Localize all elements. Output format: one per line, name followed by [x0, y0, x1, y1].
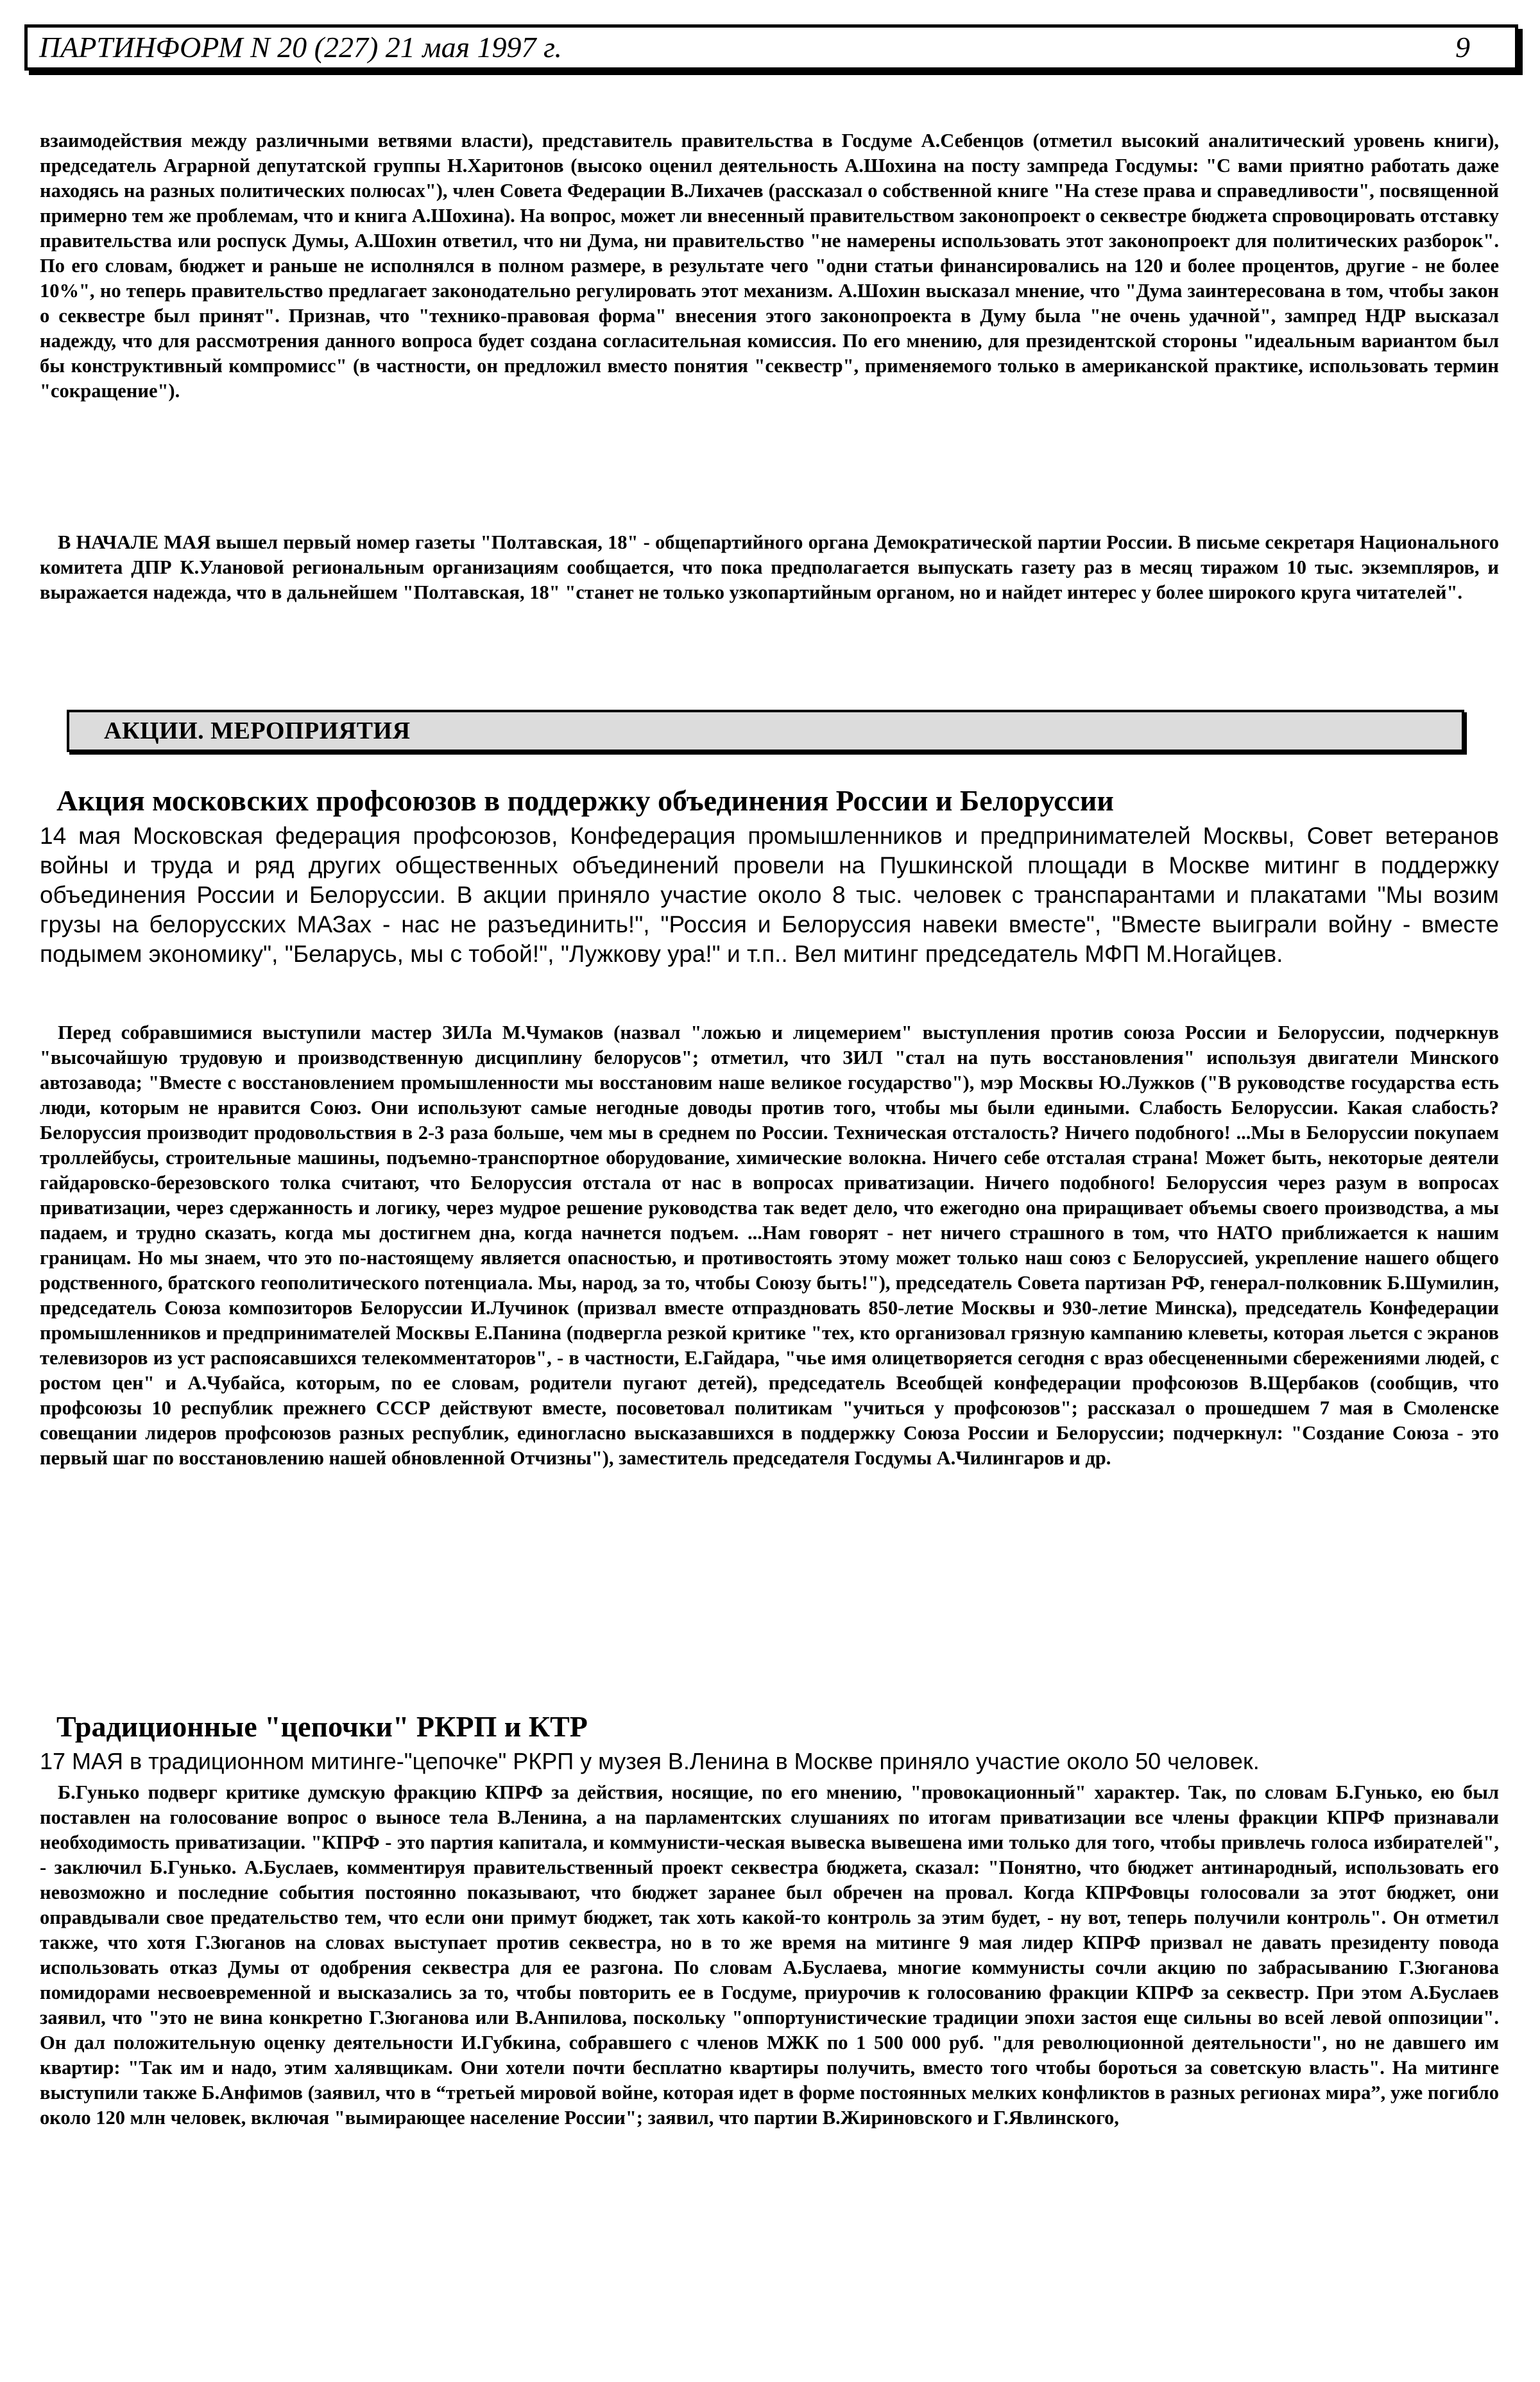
publication-title: ПАРТИНФОРМ N 20 (227) 21 мая 1997 г. — [39, 31, 562, 64]
page-number: 9 — [1455, 31, 1470, 64]
article-title: Акция московских профсоюзов в поддержку объединения России и Белоруссии — [56, 784, 1114, 817]
intro-paragraph-1: взаимодействия между различными ветвями власти), представитель правительства в Госдуме А.Себенцов (отметил высокий аналитический уровень книги), председатель Аграрной депутатской группы Н.Харитонов (высоко оценил деятельность А.Шохина на посту зампреда Госдумы: "С вами приятно работать даже находясь на разных политических полюсах"), член Совета Федерации В.Лихачев (рассказал о собственной книге "На стезе права и справедливости", посвященной примерно тем же проблемам, что и книга А.Шохина). На вопрос, может ли внесенный правительством законопроект о секвестре бюджета спровоцировать отставку правительства или роспуск Думы, А.Шохин ответил, что ни Дума, ни правительство "не намерены использовать этот законопроект для политических разборок". По его словам, бюджет и раньше не исполнялся в полном размере, в результате чего "одни статьи финансировались на 120 и более процентов, другие - не более 10%", но теперь правительство предлагает законодательно регулировать этот механизм. А.Шохин высказал мнение, что "Дума заинтересована в том, чтобы закон о секвестре был принят". Признав, что "технико-правовая форма" внесения этого законопроекта в Думу была "не очень удачной", зампред НДР высказал надежду, что для рассмотрения данного вопроса будет создана согласительная комиссия. По его мнению, для президентской стороны "идеальным вариантом был бы конструктивный компромисс" (в частности, он предложил вместо понятия "секвестр", применяемого только в американской практике, использовать термин "сокращение"). — [40, 130, 1499, 402]
section-heading — [67, 710, 1464, 752]
article-title: Традиционные "цепочки" РКРП и КТР — [56, 1710, 588, 1743]
intro-paragraph-2: В НАЧАЛЕ МАЯ вышел первый номер газеты "Полтавская, 18" - общепартийного органа Демократической партии России. В письме секретаря Национального комитета ДПР К.Улановой региональным организациям сообщается, что пока предполагается выпускать газету раз в месяц тиражом 10 тыс. экземпляров, и выражается надежда, что в дальнейшем "Полтавская, 18" "станет не только узкопартийным органом, но и найдет интерес у более широкого круга читателей". — [40, 531, 1499, 603]
article-lead: 17 МАЯ в традиционном митинге-"цепочке" РКРП у музея В.Ленина в Москве приняло участие около 50 человек. — [40, 1748, 1260, 1774]
page-header — [24, 24, 1518, 71]
article-body: Перед собравшимися выступили мастер ЗИЛа М.Чумаков (назвал "ложью и лицемерием" выступления против союза России и Белоруссии, подчеркнув "высочайшую трудовую и производственную дисциплину белорусов"; отметил, что ЗИЛ "стал на путь восстановления" используя двигатели Минского автозавода; "Вместе с восстановлением промышленности мы восстановим наше великое государство"), мэр Москвы Ю.Лужков ("В руководстве государства есть люди, которым не нравится Союз. Они используют самые негодные доводы против того, чтобы мы были едиными. Слабость Белоруссии. Какая слабость? Белоруссия производит продовольствия в 2-3 раза больше, чем мы в среднем по России. Техническая отсталость? Ничего подобного! ...Мы в Белоруссии покупаем троллейбусы, строительные машины, подъемно-транспортное оборудование, химические волокна. Ничего себе отсталая страна! Может быть, некоторые деятели гайдаровско-березовского толка считают, что Белоруссия отстала от нас в вопросах приватизации. Ничего подобного! Белоруссия через разум в вопросах приватизации, через сдержанность и логику, через мудрое решение руководства так ведет дело, что ежегодно она приращивает объемы своего производства, а мы падаем, и трудно сказать, когда мы достигнем дна, когда начнется подъем. ...Нам говорят - нет ничего страшного в том, что НАТО приближается к нашим границам. Но мы знаем, что это по-настоящему является опасностью, и противостоять этому может только наш союз с Белоруссией, укрепление нашего общего родственного, братского геополитического потенциала. Мы, народ, за то, чтобы Союзу быть!"), председатель Совета партизан РФ, генерал-полковник Б.Шумилин, председатель Союза композиторов Белоруссии И.Лучинок (призвал вместе отпраздновать 850-летие Москвы и 930-летие Минска), председатель Конфедерации промышленников и предпринимателей Москвы Е.Панина (подвергла резкой критике "тех, кто организовал грязную кампанию клеветы, которая льется с экранов телевизоров из уст распоясавшихся телекомментаторов", - в частности, Е.Гайдара, "чье имя олицетворяется сегодня с враз обесцененными сбережениями людей, с ростом цен" и А.Чубайса, которым, по ее словам, родители пугают детей), председатель Всеобщей конфедерации профсоюзов В.Щербаков (сообщив, что профсоюзы 10 республик прежнего СССР действуют вместе, посоветовал политикам "учиться у профсоюзов"; рассказал о прошедшем 7 мая в Смоленске совещании лидеров профсоюзов разных республик, единогласно высказавшихся в поддержку Союза России и Белоруссии; подчеркнул: "Создание Союза - это первый шаг по восстановлению нашей обновленной Отчизны"), заместитель председателя Госдумы А.Чилингаров и др. — [40, 1022, 1499, 1469]
section-heading-label: АКЦИИ. МЕРОПРИЯТИЯ — [104, 717, 411, 744]
article-lead: 14 мая Московская федерация профсоюзов, Конфедерация промышленников и предпринимателей Москвы, Совет ветеранов войны и труда и ряд других общественных объединений провели на Пушкинской площади в Москве митинг в поддержку объединения России и Белоруссии. В акции приняло участие около 8 тыс. человек с транспарантами и плакатами "Мы возим грузы на белорусских МАЗах - нас не разъединить!", "Россия и Белоруссия навеки вместе", "Вместе выиграли войну - вместе подымем экономику", "Беларусь, мы с тобой!", "Лужкову ура!" и т.п.. Вел митинг председатель МФП М.Ногайцев. — [40, 823, 1499, 967]
article-body: Б.Гунько подверг критике думскую фракцию КПРФ за действия, носящие, по его мнению, "провокационный" характер. Так, по словам Б.Гунько, ею был поставлен на голосование вопрос о выносе тела В.Ленина, а на парламентских слушаниях по итогам приватизации все члены фракции КПРФ признавали необходимость приватизации. "КПРФ - это партия капитала, и коммунисти-ческая вывеска вывешена ими только для того, чтобы привлечь голоса избирателей", - заключил Б.Гунько. А.Буслаев, комментируя правительственный проект секвестра бюджета, сказал: "Понятно, что бюджет антинародный, использовать его невозможно и последние события постоянно показывают, что бюджет заранее был обречен на провал. Когда КПРФовцы голосовали за этот бюджет, они оправдывали свое предательство тем, что если они примут бюджет, так хоть какой-то контроль за этим будет, - ну вот, теперь получили контроль". Он отметил также, что хотя Г.Зюганов на словах выступает против секвестра, но в то же время на митинге 9 мая лидер КПРФ призвал не давать президенту повода использовать отказ Думы от одобрения секвестра для ее разгона. По словам А.Буслаева, многие коммунисты сочли акцию по забрасыванию Г.Зюганова помидорами несвоевременной и высказались за то, чтобы повторить ее в Госдуме, приурочив к голосованию фракции КПРФ за секвестр. При этом А.Буслаев заявил, что "это не вина конкретно Г.Зюганова или В.Анпилова, поскольку "оппортунистические традиции эпохи застоя еще сильны во всей левой оппозиции". Он дал положительную оценку деятельности И.Губкина, собравшего с членов МЖК по 1 500 000 руб. "для революционной деятельности", но не давшего им квартир: "Так им и надо, этим халявщикам. Они хотели почти бесплатно квартиры получить, вместо того чтобы бороться за советскую власть". На митинге выступили также Б.Анфимов (заявил, что в “третьей мировой войне, которая идет в форме постоянных мелких конфликтов в разных регионах мира”, уже погибло около 120 млн человек, включая "вымирающее население России"; заявил, что партии В.Жириновского и Г.Явлинского, — [40, 1781, 1499, 2129]
